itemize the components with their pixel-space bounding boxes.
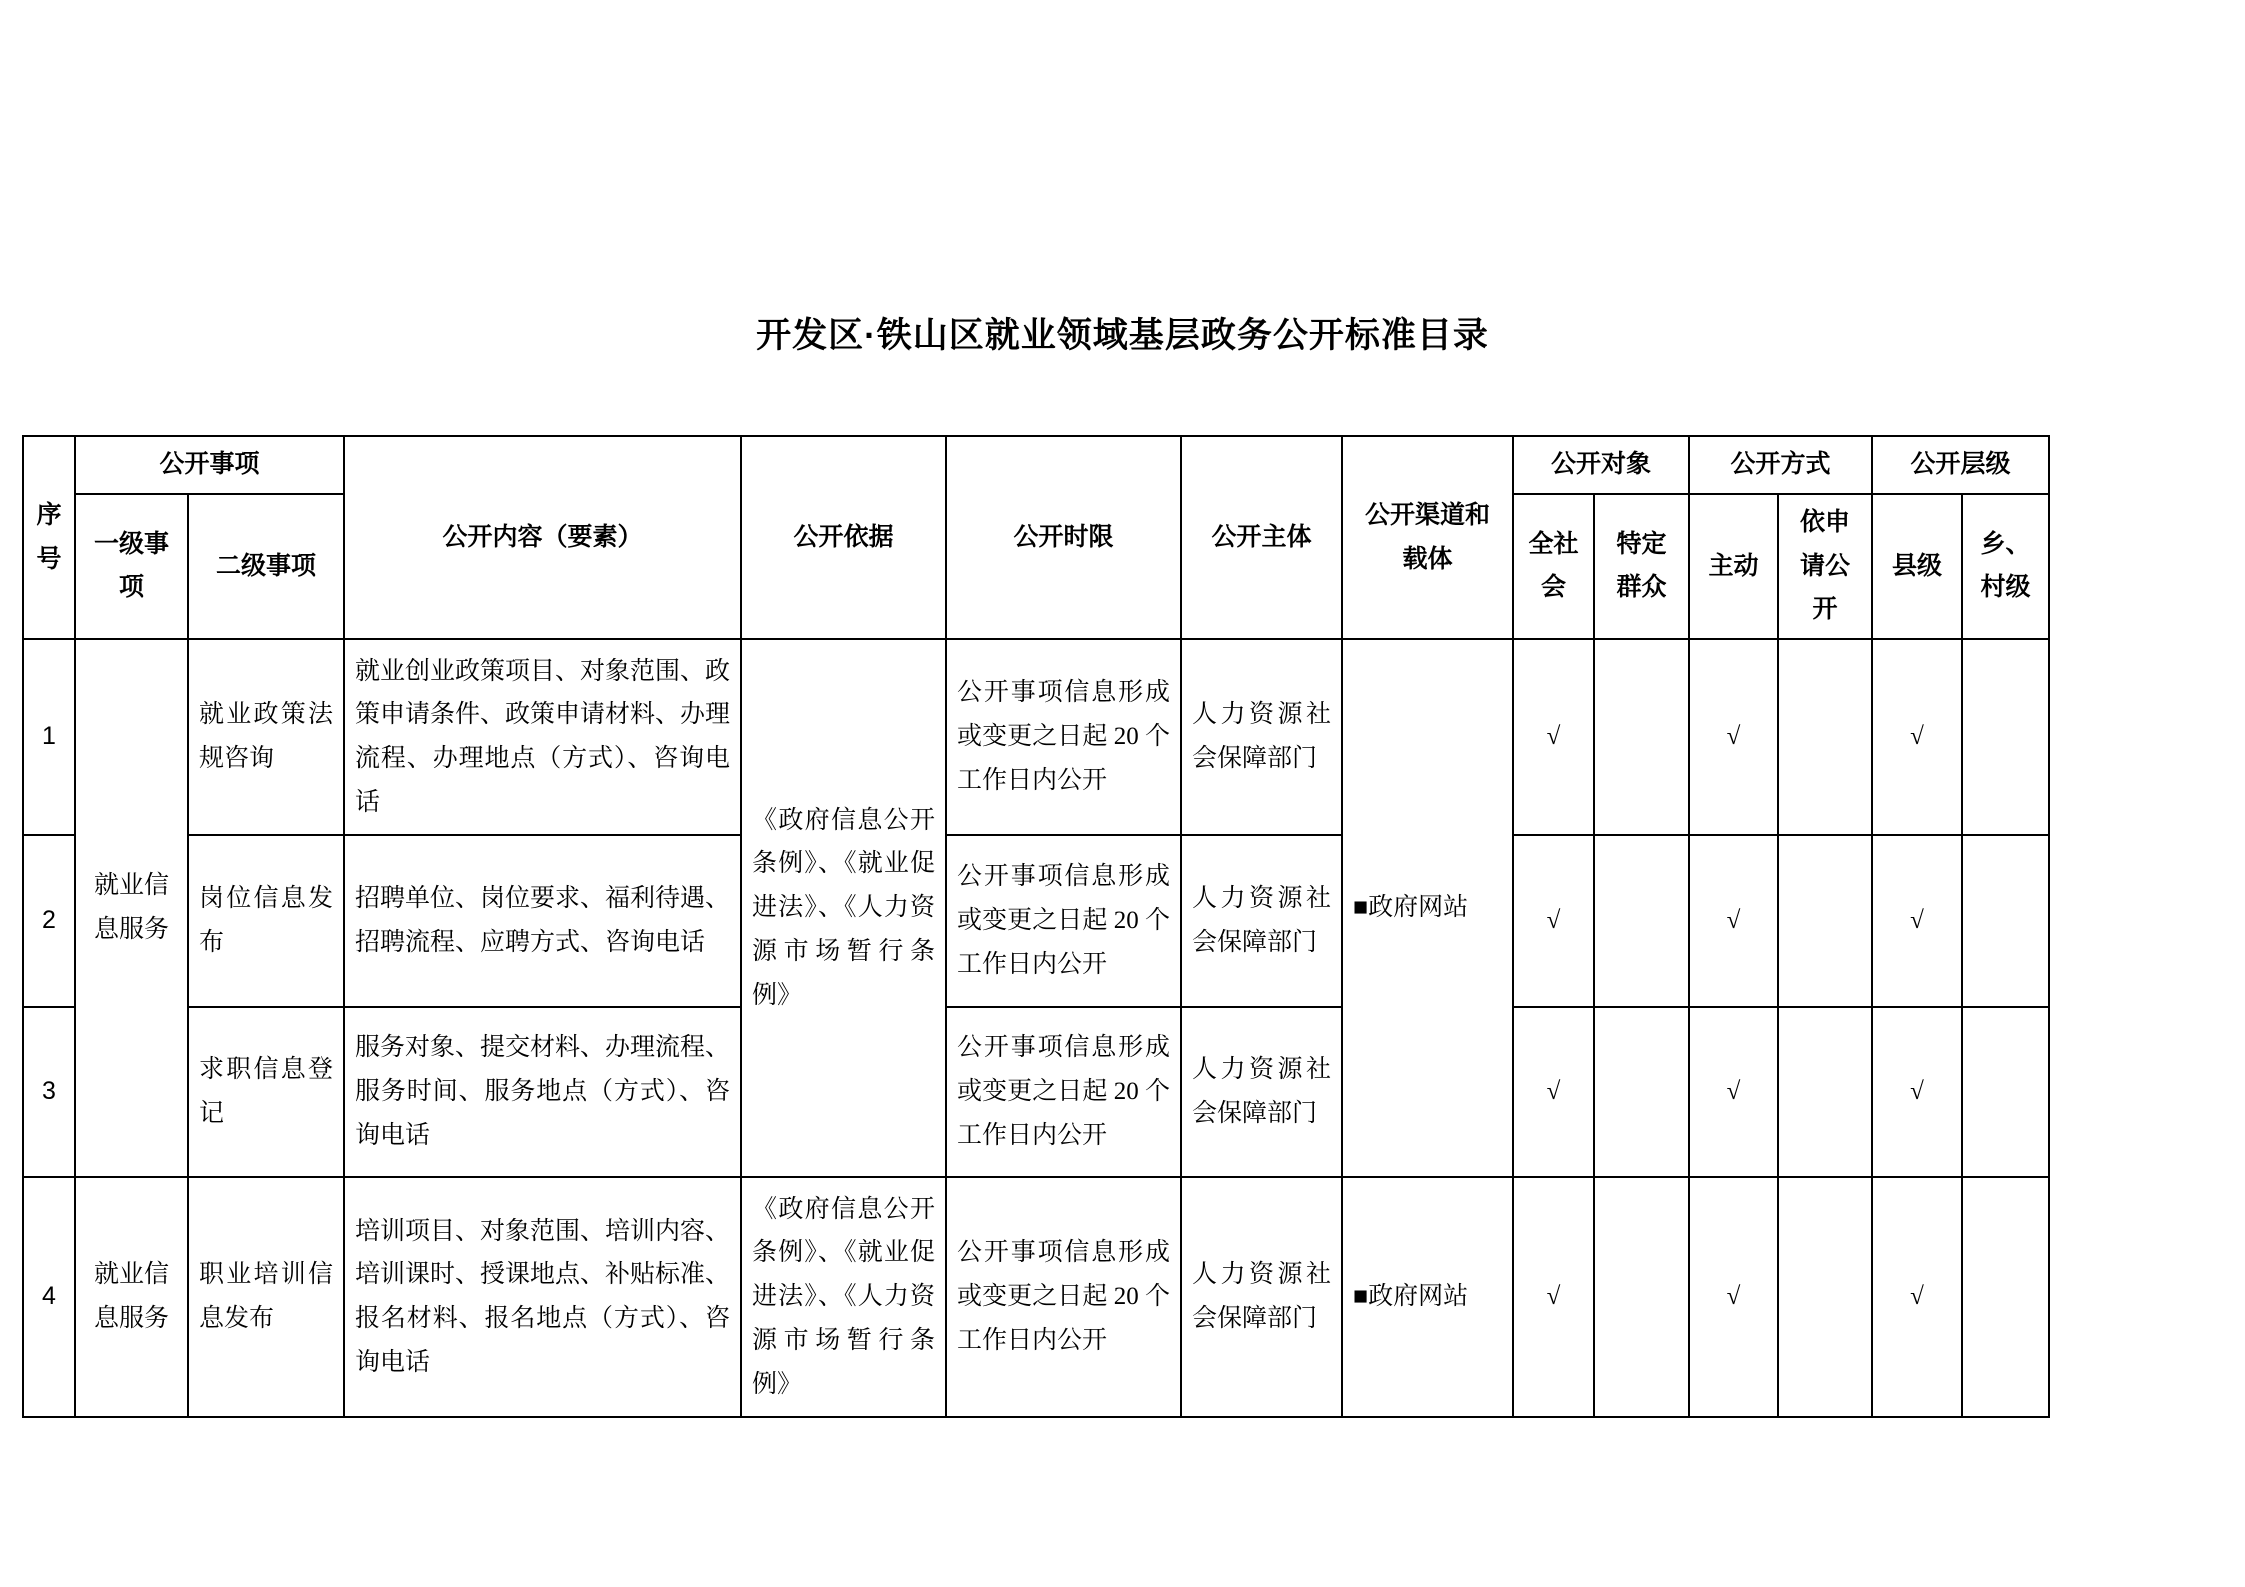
header-level2: 二级事项 <box>188 494 344 639</box>
row-1-time-limit: 公开事项信息形成或变更之日起 20 个工作日内公开 <box>946 639 1181 835</box>
header-county: 县级 <box>1872 494 1962 639</box>
row-1-check-county: √ <box>1872 639 1962 835</box>
row-1-check-on-request <box>1778 639 1872 835</box>
row-4-basis: 《政府信息公开条例》、《就业促进法》、《人力资源市场暂行条例》 <box>741 1177 946 1417</box>
row-3-check-county: √ <box>1872 1007 1962 1177</box>
header-public-matters: 公开事项 <box>75 436 344 494</box>
rows-1-3-channel: ■政府网站 <box>1342 639 1513 1177</box>
row-2-check-county: √ <box>1872 835 1962 1007</box>
header-audience: 公开对象 <box>1513 436 1689 494</box>
table-row-4 <box>23 1177 2049 1417</box>
row-1-check-proactive: √ <box>1689 639 1778 835</box>
disclosure-standards-table <box>22 435 2050 1418</box>
row-2-check-specific-groups <box>1594 835 1689 1007</box>
row-2-check-proactive: √ <box>1689 835 1778 1007</box>
header-level: 公开层级 <box>1872 436 2049 494</box>
row-2-level2: 岗位信息发布 <box>188 835 344 1007</box>
row-2-check-on-request <box>1778 835 1872 1007</box>
row-3-level2: 求职信息登记 <box>188 1007 344 1177</box>
row-3-check-whole-society: √ <box>1513 1007 1594 1177</box>
row-1-level2: 就业政策法规咨询 <box>188 639 344 835</box>
row-4-check-proactive: √ <box>1689 1177 1778 1417</box>
row-4-time-limit: 公开事项信息形成或变更之日起 20 个工作日内公开 <box>946 1177 1181 1417</box>
header-content: 公开内容（要素） <box>344 436 741 639</box>
header-on-request: 依申请公开 <box>1778 494 1872 639</box>
row-4-serial: 4 <box>23 1177 75 1417</box>
header-whole-society: 全社会 <box>1513 494 1594 639</box>
header-basis: 公开依据 <box>741 436 946 639</box>
row-4-level2: 职业培训信息发布 <box>188 1177 344 1417</box>
row-3-content: 服务对象、提交材料、办理流程、服务时间、服务地点（方式）、咨询电话 <box>344 1007 741 1177</box>
header-time-limit: 公开时限 <box>946 436 1181 639</box>
row-3-check-on-request <box>1778 1007 1872 1177</box>
table-row-1 <box>23 639 2049 835</box>
row-1-check-specific-groups <box>1594 639 1689 835</box>
header-specific-groups: 特定群众 <box>1594 494 1689 639</box>
row-3-check-proactive: √ <box>1689 1007 1778 1177</box>
row-1-check-township-village <box>1962 639 2049 835</box>
table-row-3 <box>23 1007 2049 1177</box>
row-4-level1: 就业信息服务 <box>75 1177 188 1417</box>
row-2-serial: 2 <box>23 835 75 1007</box>
row-1-serial: 1 <box>23 639 75 835</box>
header-township-village: 乡、村级 <box>1962 494 2049 639</box>
row-1-subject: 人力资源社会保障部门 <box>1181 639 1342 835</box>
row-4-subject: 人力资源社会保障部门 <box>1181 1177 1342 1417</box>
row-1-check-whole-society: √ <box>1513 639 1594 835</box>
header-row-top <box>23 436 2049 494</box>
row-2-time-limit: 公开事项信息形成或变更之日起 20 个工作日内公开 <box>946 835 1181 1007</box>
rows-1-3-basis: 《政府信息公开条例》、《就业促进法》、《人力资源市场暂行条例》 <box>741 639 946 1177</box>
rows-1-3-level1: 就业信息服务 <box>75 639 188 1177</box>
row-2-content: 招聘单位、岗位要求、福利待遇、招聘流程、应聘方式、咨询电话 <box>344 835 741 1007</box>
header-level1: 一级事项 <box>75 494 188 639</box>
header-subject: 公开主体 <box>1181 436 1342 639</box>
header-serial: 序号 <box>23 436 75 639</box>
row-3-serial: 3 <box>23 1007 75 1177</box>
catalog-table-container <box>22 435 2050 1418</box>
row-4-channel: ■政府网站 <box>1342 1177 1513 1417</box>
row-3-check-specific-groups <box>1594 1007 1689 1177</box>
row-2-check-township-village <box>1962 835 2049 1007</box>
row-3-time-limit: 公开事项信息形成或变更之日起 20 个工作日内公开 <box>946 1007 1181 1177</box>
header-method: 公开方式 <box>1689 436 1872 494</box>
row-2-subject: 人力资源社会保障部门 <box>1181 835 1342 1007</box>
row-3-subject: 人力资源社会保障部门 <box>1181 1007 1342 1177</box>
row-4-check-specific-groups <box>1594 1177 1689 1417</box>
header-proactive: 主动 <box>1689 494 1778 639</box>
row-4-content: 培训项目、对象范围、培训内容、培训课时、授课地点、补贴标准、报名材料、报名地点（方式）、咨询电话 <box>344 1177 741 1417</box>
table-row-2 <box>23 835 2049 1007</box>
row-1-content: 就业创业政策项目、对象范围、政策申请条件、政策申请材料、办理流程、办理地点（方式）、咨询电话 <box>344 639 741 835</box>
row-3-check-township-village <box>1962 1007 2049 1177</box>
row-4-check-township-village <box>1962 1177 2049 1417</box>
header-channel: 公开渠道和载体 <box>1342 436 1513 639</box>
row-4-check-whole-society: √ <box>1513 1177 1594 1417</box>
row-4-check-on-request <box>1778 1177 1872 1417</box>
page-title: 开发区·铁山区就业领域基层政务公开标准目录 <box>756 316 1489 355</box>
row-2-check-whole-society: √ <box>1513 835 1594 1007</box>
row-4-check-county: √ <box>1872 1177 1962 1417</box>
